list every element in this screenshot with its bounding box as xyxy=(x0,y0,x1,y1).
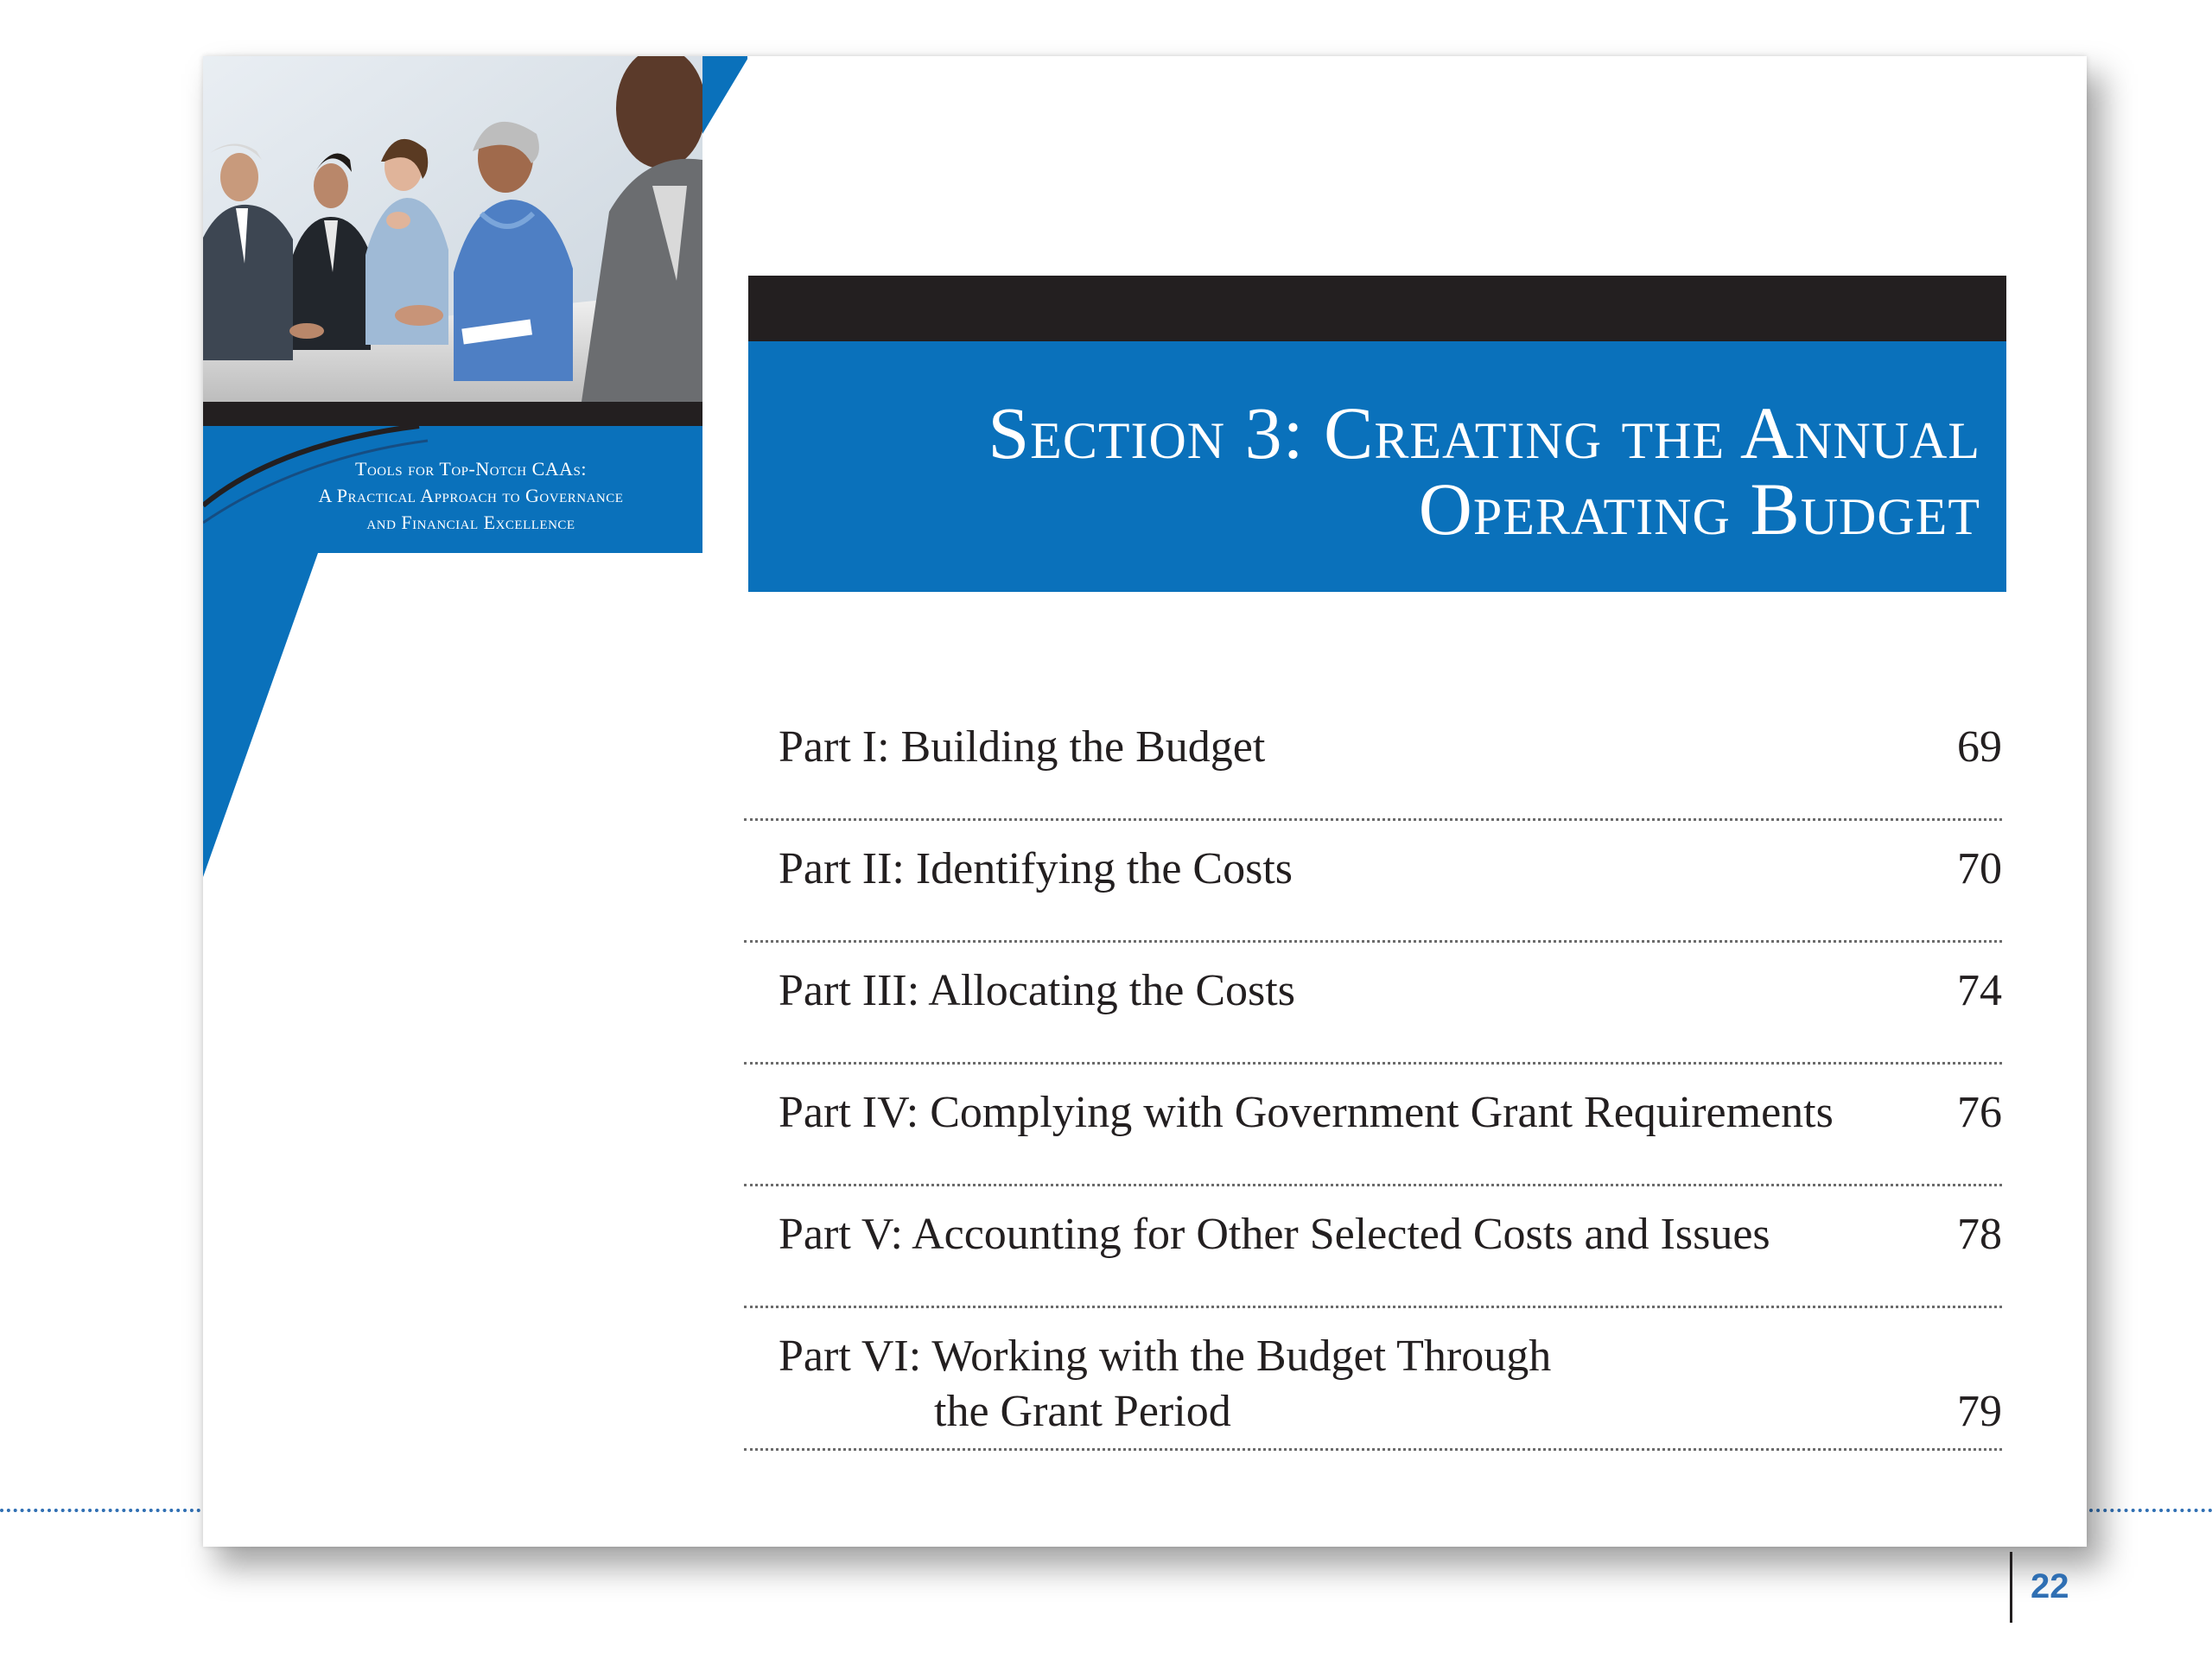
toc-entry-page: 79 xyxy=(1957,1387,2002,1436)
section-title-line-2: Operating Budget xyxy=(1418,467,1980,550)
business-meeting-photo xyxy=(203,56,702,402)
cover-title-band xyxy=(203,402,702,426)
toc-entry-title-line-1: Part VI: Working with the Budget Through xyxy=(779,1332,1552,1381)
toc-entry-part-2[interactable] xyxy=(744,821,2002,943)
brochure-page xyxy=(203,56,2087,1547)
toc-entry-part-6[interactable] xyxy=(744,1308,2002,1451)
section-title xyxy=(857,391,1980,550)
toc-entry-title xyxy=(779,1329,1551,1440)
toc-entry-part-3[interactable] xyxy=(744,943,2002,1065)
toc-entry-title: Part II: Identifying the Costs xyxy=(779,844,1294,893)
cover-title-line: A Practical Approach to Governance xyxy=(318,485,624,506)
toc-entry-page: 70 xyxy=(1957,844,2002,893)
cover-title-line: and Financial Excellence xyxy=(366,512,575,533)
page-number-divider xyxy=(2010,1552,2012,1623)
toc-entry-part-4[interactable] xyxy=(744,1065,2002,1186)
cover-title xyxy=(255,455,687,536)
section-header-bar xyxy=(748,276,2006,341)
toc-entry-page: 69 xyxy=(1957,722,2002,772)
table-of-contents xyxy=(744,699,2002,1451)
section-title-line-1: Section 3: Creating the Annual xyxy=(988,391,1980,474)
toc-entry-title: Part V: Accounting for Other Selected Costs and Issues xyxy=(779,1210,1770,1259)
cover-title-line: Tools for Top-Notch CAAs: xyxy=(355,458,587,480)
dotted-guide-left xyxy=(0,1509,200,1512)
toc-entry-page: 76 xyxy=(1957,1088,2002,1137)
toc-entry-title: Part I: Building the Budget xyxy=(779,722,1266,772)
dotted-guide-right xyxy=(2089,1509,2212,1512)
toc-entry-part-5[interactable] xyxy=(744,1186,2002,1308)
toc-entry-part-1[interactable] xyxy=(744,699,2002,821)
toc-entry-page: 74 xyxy=(1957,966,2002,1015)
section-header xyxy=(748,341,2006,592)
toc-entry-title: Part IV: Complying with Government Grant Requirements xyxy=(779,1088,1834,1137)
toc-entry-title: Part III: Allocating the Costs xyxy=(779,966,1295,1015)
toc-entry-title-line-2: the Grant Period xyxy=(934,1387,1231,1436)
toc-entry-page: 78 xyxy=(1957,1210,2002,1259)
page-number: 22 xyxy=(2031,1567,2069,1605)
